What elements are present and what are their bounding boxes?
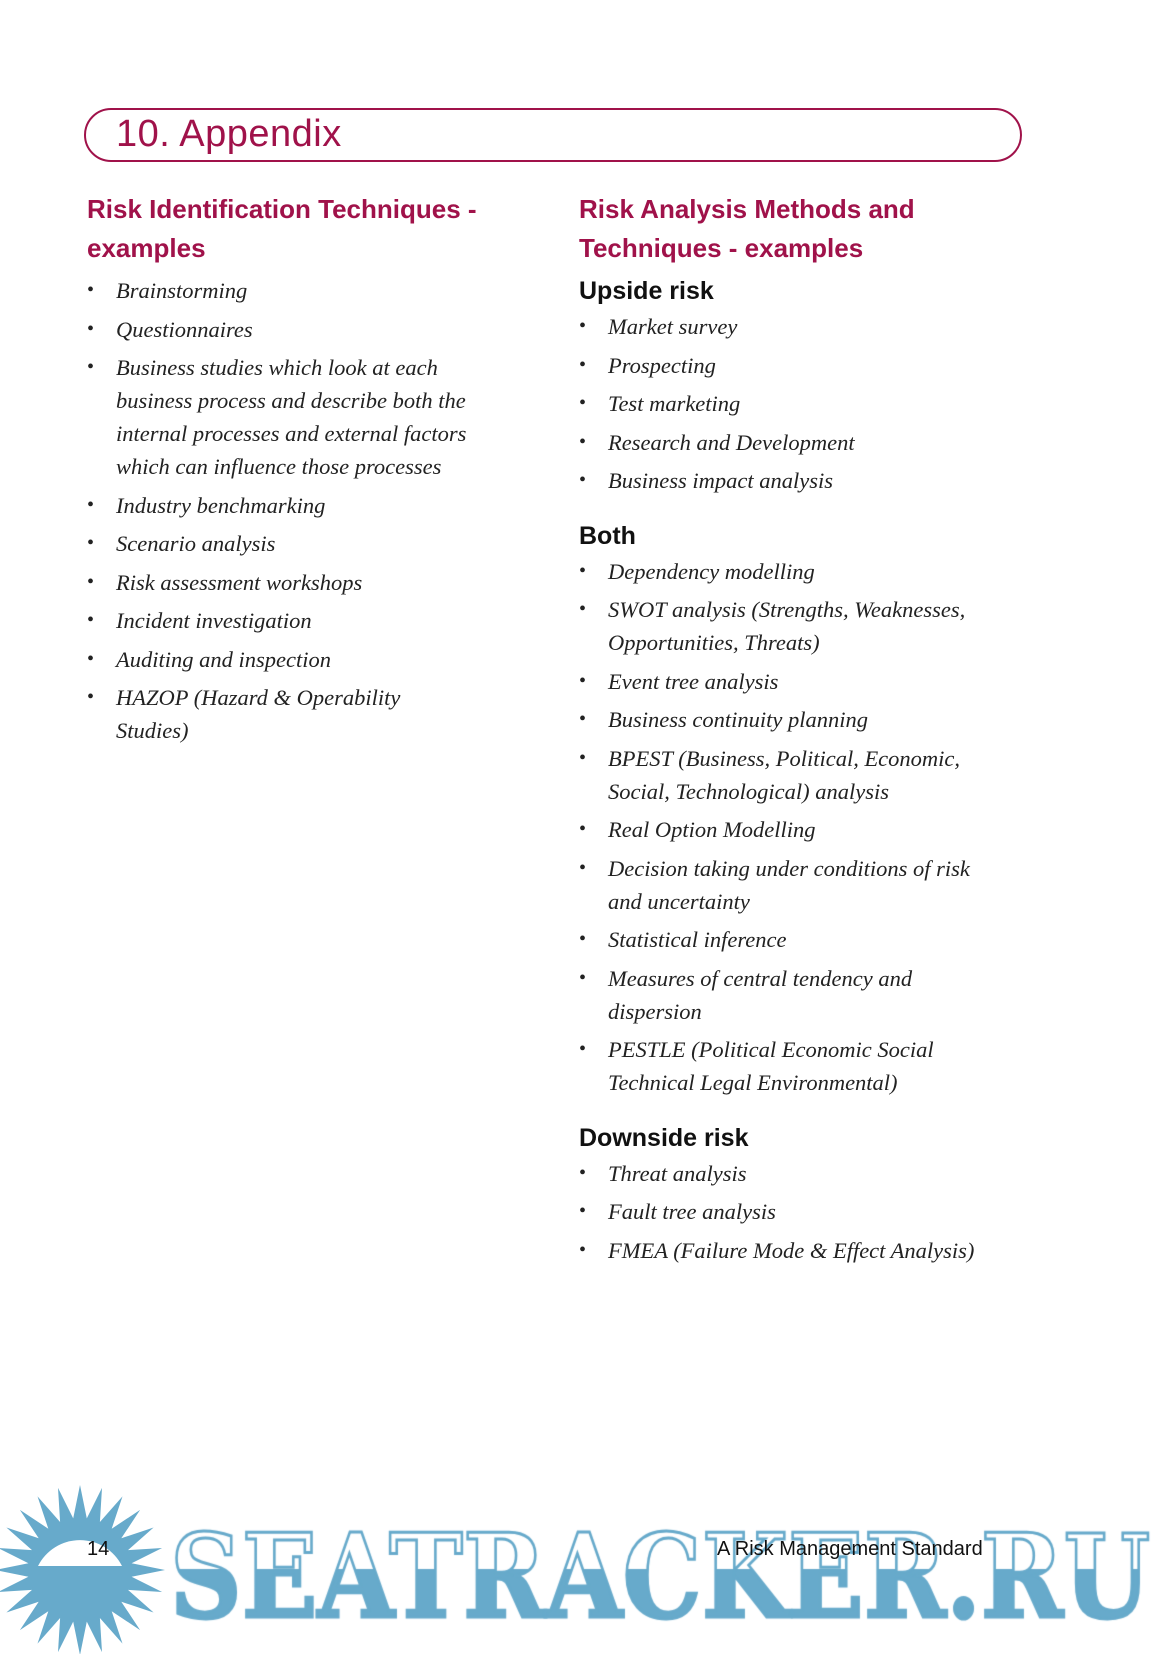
list-item (579, 1195, 1049, 1228)
list-item (87, 566, 527, 599)
list-item-text: Technical Legal Environmental) (608, 1070, 898, 1095)
bullet-icon: • (579, 746, 587, 769)
bullet-icon: • (579, 392, 587, 414)
list-item (87, 643, 527, 676)
list-item (579, 310, 1049, 343)
list-item (87, 527, 527, 560)
bullet-icon: • (579, 669, 587, 692)
list-item-text: Industry benchmarking (116, 492, 326, 518)
bullet-icon: • (579, 1200, 587, 1222)
bullet-icon: • (579, 469, 587, 491)
bullet-icon: • (579, 430, 587, 453)
list-item-text: Measures of central tendency and (608, 965, 913, 991)
list-item-text: and uncertainty (608, 888, 750, 914)
list-item-text: Prospecting (608, 352, 716, 378)
technique-list (579, 310, 1049, 497)
list-item (87, 489, 527, 522)
bullet-icon: • (579, 928, 587, 950)
list-item (579, 593, 1049, 659)
list-item-text: Test marketing (608, 391, 741, 416)
list-item-text: HAZOP (Hazard & Operability (116, 685, 401, 710)
list-item-text: Auditing and inspection (116, 646, 331, 672)
list-item-text: dispersion (608, 998, 702, 1024)
bullet-icon: • (87, 317, 95, 340)
bullet-icon: • (87, 532, 95, 554)
bullet-icon: • (87, 356, 95, 378)
list-item-text: internal processes and external factors (116, 421, 467, 446)
list-item (579, 426, 1049, 459)
bullet-icon: • (579, 966, 587, 989)
page-number: 14 (87, 1538, 110, 1560)
watermark-image (0, 1480, 1166, 1654)
list-item-text: business process and describe both the (116, 388, 466, 413)
left-heading (87, 190, 527, 268)
list-item (579, 923, 1049, 956)
bullet-icon: • (579, 856, 587, 879)
risk-analysis-column (579, 190, 1049, 1272)
list-item-text: Real Option Modelling (608, 817, 816, 842)
list-item (579, 387, 1049, 420)
list-item (579, 1234, 1049, 1267)
document-title: A Risk Management Standard (717, 1538, 983, 1560)
list-item (579, 1033, 1049, 1099)
heading-line: Risk Analysis Methods and (579, 194, 915, 224)
list-item (579, 1157, 1049, 1190)
list-item (579, 742, 1049, 808)
list-item (579, 464, 1049, 497)
list-item (579, 962, 1049, 1028)
bullet-icon: • (87, 279, 95, 301)
bullet-icon: • (87, 647, 95, 670)
list-item (579, 852, 1049, 918)
bullet-icon: • (87, 686, 95, 708)
risk-analysis-sections (579, 272, 1049, 1267)
list-item-text: Research and Development (608, 429, 855, 455)
technique-list (579, 555, 1049, 1100)
bullet-icon: • (579, 559, 587, 582)
list-item-text: Studies) (116, 718, 189, 743)
heading-line: Risk Identification Techniques - (87, 194, 477, 224)
section-title: 10. Appendix (116, 113, 342, 155)
bullet-icon: • (579, 353, 587, 376)
bullet-icon: • (579, 1161, 587, 1184)
subsection-heading: Upside risk (579, 277, 714, 305)
risk-identification-column (87, 190, 527, 753)
list-item (579, 813, 1049, 846)
list-item-text: Event tree analysis (608, 668, 779, 694)
list-item (579, 349, 1049, 382)
risk-identification-list (87, 274, 527, 747)
list-item-text: Business continuity planning (608, 707, 868, 732)
list-item-text: Statistical inference (608, 927, 787, 952)
list-item-text: Threat analysis (608, 1160, 747, 1186)
bullet-icon: • (579, 708, 587, 730)
list-item (579, 703, 1049, 736)
list-item-text: which can influence those processes (116, 454, 442, 479)
list-item-text: Brainstorming (116, 278, 248, 303)
list-item-text: Scenario analysis (116, 531, 276, 556)
heading-line: Techniques - examples (579, 233, 864, 263)
list-item-text: Fault tree analysis (608, 1199, 776, 1224)
technique-list (579, 1157, 1049, 1267)
list-item (87, 681, 527, 747)
list-item-text: FMEA (Failure Mode & Effect Analysis) (608, 1237, 975, 1263)
right-heading (579, 190, 1049, 268)
section-title-box (84, 108, 1022, 162)
list-item (87, 604, 527, 637)
list-item-text: BPEST (Business, Political, Economic, (608, 745, 961, 771)
list-item-text: Opportunities, Threats) (608, 630, 820, 655)
list-item-text: Decision taking under conditions of risk (608, 855, 970, 881)
footer (0, 1480, 1166, 1654)
subsection-heading: Both (579, 521, 636, 550)
list-item-text: Business impact analysis (608, 468, 833, 493)
list-item-text: Business studies which look at each (116, 355, 438, 380)
heading-line: examples (87, 233, 206, 263)
bullet-icon: • (579, 315, 587, 337)
list-item (87, 274, 527, 307)
list-item (87, 351, 527, 483)
list-item-text: Social, Technological) analysis (608, 778, 890, 804)
bullet-icon: • (579, 1038, 587, 1060)
bullet-icon: • (87, 609, 95, 631)
list-item-text: Questionnaires (116, 316, 253, 342)
list-item-text: PESTLE (Political Economic Social (608, 1037, 934, 1062)
subsection-heading: Downside risk (579, 1123, 749, 1152)
bullet-icon: • (579, 598, 587, 620)
list-item-text: Risk assessment workshops (116, 569, 363, 595)
list-item-text: Incident investigation (116, 608, 312, 633)
list-item (579, 665, 1049, 698)
bullet-icon: • (87, 570, 95, 593)
bullet-icon: • (579, 1238, 587, 1261)
list-item-text: SWOT analysis (Strengths, Weaknesses, (608, 597, 966, 622)
bullet-icon: • (87, 493, 95, 516)
list-item (579, 555, 1049, 588)
list-item-text: Market survey (608, 314, 738, 339)
list-item (87, 313, 527, 346)
list-item-text: Dependency modelling (608, 558, 815, 584)
bullet-icon: • (579, 818, 587, 840)
